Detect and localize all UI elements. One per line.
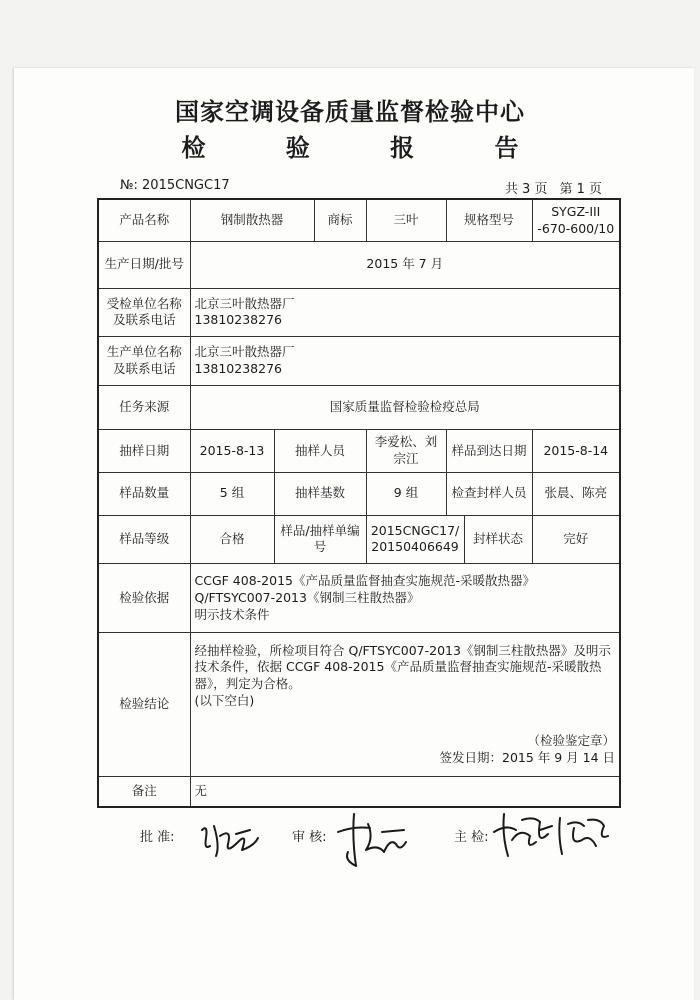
review-label: 审 核: — [292, 830, 327, 845]
conclusion-text: 经抽样检验，所检项目符合 Q/FTSYC007-2013《钢制三柱散热器》及明示技术条件，依据 CCGF 408-2015《产品质量监督抽查实施规范-采暖散热器》，判定为合格。 — [194, 642, 611, 692]
row-conclusion — [98, 633, 620, 777]
product-name: 钢制散热器 — [190, 199, 314, 242]
producer-info — [190, 337, 620, 386]
remark: 无 — [190, 777, 620, 808]
page-info — [505, 178, 602, 197]
conclusion-cell — [190, 633, 620, 777]
basis-text — [190, 564, 620, 633]
sample-no: 2015CNGC17/ 20150406649 — [366, 515, 464, 564]
basis-line-2: Q/FTSYC007-2013《钢制三柱散热器》 — [194, 589, 420, 605]
sealer: 张晨、陈亮 — [532, 473, 620, 516]
issue-date: 签发日期：2015 年 9 月 14 日 — [439, 749, 616, 765]
product-name-label: 产品名称 — [98, 199, 190, 242]
seal-status-label: 封样状态 — [464, 515, 532, 564]
sample-base-label: 抽样基数 — [274, 473, 366, 516]
client-name: 北京三叶散热器厂 — [194, 295, 295, 311]
stamp-note: （检验鉴定章） — [527, 732, 616, 748]
model: SYGZ-III -670-600/10 — [532, 199, 620, 242]
basis-label: 检验依据 — [98, 564, 190, 633]
inspector-signature — [490, 806, 620, 866]
model-label: 规格型号 — [446, 199, 532, 242]
doc-title: 检 验 报 告 — [181, 134, 555, 162]
client-info — [190, 288, 620, 337]
grade: 合格 — [190, 515, 274, 564]
grade-label: 样品等级 — [98, 515, 190, 564]
prod-date-label: 生产日期/批号 — [98, 242, 190, 289]
trademark-label: 商标 — [314, 199, 366, 242]
row-grade — [98, 515, 620, 564]
review-signature — [334, 808, 414, 874]
row-product — [98, 199, 620, 242]
sampling-date-label: 抽样日期 — [98, 430, 190, 473]
conclusion-body — [195, 643, 616, 767]
client-phone: 13810238276 — [194, 312, 282, 328]
trademark: 三叶 — [366, 199, 446, 242]
page-current: 第 1 页 — [559, 182, 602, 197]
producer-name: 北京三叶散热器厂 — [194, 344, 295, 360]
sample-no-label: 样品/抽样单编号 — [274, 515, 366, 564]
row-remark — [98, 777, 620, 808]
conclusion-label: 检验结论 — [98, 633, 190, 777]
org-title: 国家空调设备质量监督检验中心 — [175, 98, 525, 126]
producer-phone: 13810238276 — [194, 361, 282, 377]
sampler: 李爱松、刘宗江 — [366, 430, 446, 473]
approve-label: 批 准: — [140, 830, 175, 845]
row-quantity — [98, 473, 620, 516]
row-sampling — [98, 430, 620, 473]
row-basis — [98, 564, 620, 633]
row-client — [98, 288, 620, 337]
seal-status: 完好 — [532, 515, 620, 564]
sample-qty-label: 样品数量 — [98, 473, 190, 516]
producer-label: 生产单位名称及联系电话 — [98, 337, 190, 386]
row-producer — [98, 337, 620, 386]
basis-line-1: CCGF 408-2015《产品质量监督抽查实施规范-采暖散热器》 — [194, 572, 535, 588]
sealer-label: 检查封样人员 — [446, 473, 532, 516]
sampler-label: 抽样人员 — [274, 430, 366, 473]
page-total: 共 3 页 — [504, 182, 548, 197]
sample-qty: 5 组 — [190, 473, 274, 516]
report-table — [97, 198, 621, 808]
inspector-label: 主 检: — [454, 830, 489, 845]
report-number: №: 2015CNGC17 — [120, 178, 230, 193]
conclusion-blank: (以下空白) — [194, 693, 255, 709]
row-task-source — [98, 385, 620, 430]
task-source-label: 任务来源 — [98, 385, 190, 430]
sampling-date: 2015-8-13 — [190, 430, 274, 473]
sample-base: 9 组 — [366, 473, 446, 516]
row-prod-date — [98, 242, 620, 289]
approve-signature — [198, 816, 268, 862]
client-label: 受检单位名称及联系电话 — [98, 288, 190, 337]
remark-label: 备注 — [98, 777, 190, 808]
arrival-date: 2015-8-14 — [532, 430, 620, 473]
arrival-date-label: 样品到达日期 — [446, 430, 532, 473]
prod-date: 2015 年 7 月 — [190, 242, 620, 289]
task-source: 国家质量监督检验检疫总局 — [190, 385, 620, 430]
basis-line-3: 明示技术条件 — [194, 606, 270, 622]
